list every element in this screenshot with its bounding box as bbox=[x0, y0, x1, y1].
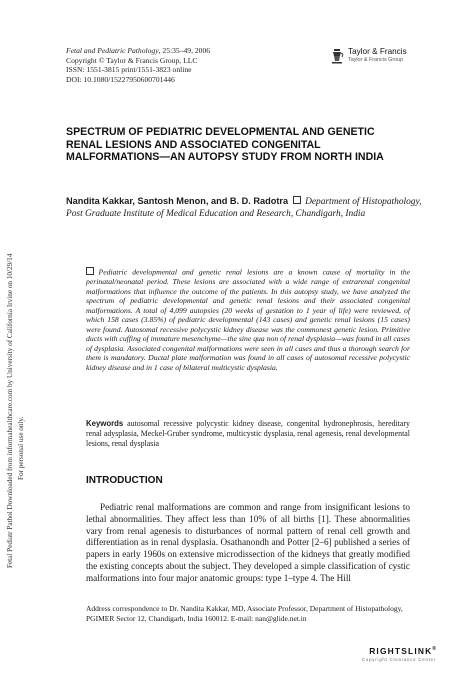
rightslink-logo bbox=[362, 646, 436, 662]
watermark-personal-use-line: For personal use only. bbox=[17, 416, 25, 480]
journal-citation-line bbox=[66, 46, 210, 56]
keywords-label: Keywords bbox=[86, 419, 124, 428]
journal-title: Fetal and Pediatric Pathology bbox=[66, 46, 159, 55]
publisher-logo bbox=[330, 48, 407, 64]
issn-line: ISSN: 1551-3815 print/1551-3823 online bbox=[66, 65, 192, 75]
keywords-list: autosomal recessive polycystic kidney disease, congenital hydronephrosis, hereditary renal adysplasia, Meckel-Gruber syndrome, multicystic dysplasia, renal agenesis, renal developmental lesions, renal dysplasia bbox=[86, 419, 410, 449]
abstract bbox=[86, 267, 410, 373]
footnote-box-icon bbox=[293, 196, 301, 204]
journal-header bbox=[66, 46, 210, 84]
copyright-line: Copyright © Taylor & Francis Group, LLC bbox=[66, 55, 198, 65]
author-affiliation: Department of Histopathology, Post Graduate Institute of Medical Education and Research, Chandigarh, India bbox=[66, 197, 422, 219]
abstract-box-icon bbox=[86, 267, 94, 275]
publisher-group: Taylor & Francis Group bbox=[348, 57, 404, 63]
section-heading-introduction: INTRODUCTION bbox=[86, 475, 163, 486]
rightslink-registered-mark: ® bbox=[432, 646, 437, 652]
introduction-body bbox=[86, 502, 410, 585]
keywords bbox=[86, 419, 410, 450]
article-title: SPECTRUM OF PEDIATRIC DEVELOPMENTAL AND GENETIC RENAL LESIONS AND ASSOCIATED CONGENITAL MALFORMATIONS—AN AUTOPSY STUDY FROM NORTH INDIA bbox=[66, 126, 384, 164]
watermark-download-line: Fetal Pediatr Pathol Downloaded from informahealthcare.com by University of California Irvine on 10/29/14 bbox=[6, 253, 14, 568]
introduction-paragraph: Pediatric renal malformations are common and range from insignificant lesions to lethal abnormalities. They affect less than 10% of all births [1]. These abnormalities vary from renal agenesis to disturbances of normal pattern of renal cell growth and differentiation as in renal dysplasia. Osathanondh and Potter [2–6] published a series of papers in early 1960s on extensive microdissection of the kidneys that greatly modified the existing concepts about the subject. They developed a simple classification of cystic malformations into four major anatomic groups: type 1–type 4. The Hill bbox=[86, 502, 410, 583]
rightslink-name: RIGHTSLINK bbox=[369, 646, 433, 656]
author-block bbox=[66, 195, 426, 220]
abstract-text: Pediatric developmental and genetic renal lesions are a known cause of mortality in the perinatal/neonatal period. These lesions are associated with a wide range of extrarenal congenital malformations that influence the outcome of the patients. In this autopsy study, we have analyzed the spectrum of pediatric developmental and genetic renal lesions and their associated congenital malformations. A total of 4,099 autopsies (20 weeks of gestation to 1 year of life) were reviewed, of which 158 cases (3.85%) of pediatric developmental (143 cases) and genetic renal lesions (15 cases) were found. Autosomal recessive polycystic kidney disease was the commonest genetic lesion. Primitive ducts with cuffing of immature mesenchyme—the sine qua non of renal dysplasia—was found in all cases of dysplasia. Associated congenital malformations were seen in all cases and thus a thorough search for them is mandatory. Ductal plate malformation was found in all cases of autosomal recessive polycystic kidney disease and in 1 case of bilateral multicystic dysplasia. bbox=[86, 267, 410, 372]
taylor-francis-urn-icon bbox=[330, 48, 344, 64]
doi-line: DOI: 10.1080/15227950600701446 bbox=[66, 74, 175, 84]
publisher-name: Taylor & Francis bbox=[348, 47, 407, 56]
rightslink-tagline: Copyright Clearance Center bbox=[362, 657, 437, 662]
journal-volume: , 25:35–49, 2006 bbox=[158, 46, 211, 55]
author-names: Nandita Kakkar, Santosh Menon, and B. D. Radotra bbox=[66, 196, 289, 206]
correspondence-footnote: Address correspondence to Dr. Nandita Kakkar, MD, Associate Professor, Department of Histopathology, PGIMER Sector 12, Chandigarh, India 160012. E-mail: nan@glide.net.in bbox=[86, 604, 403, 623]
download-watermark bbox=[6, 150, 46, 570]
